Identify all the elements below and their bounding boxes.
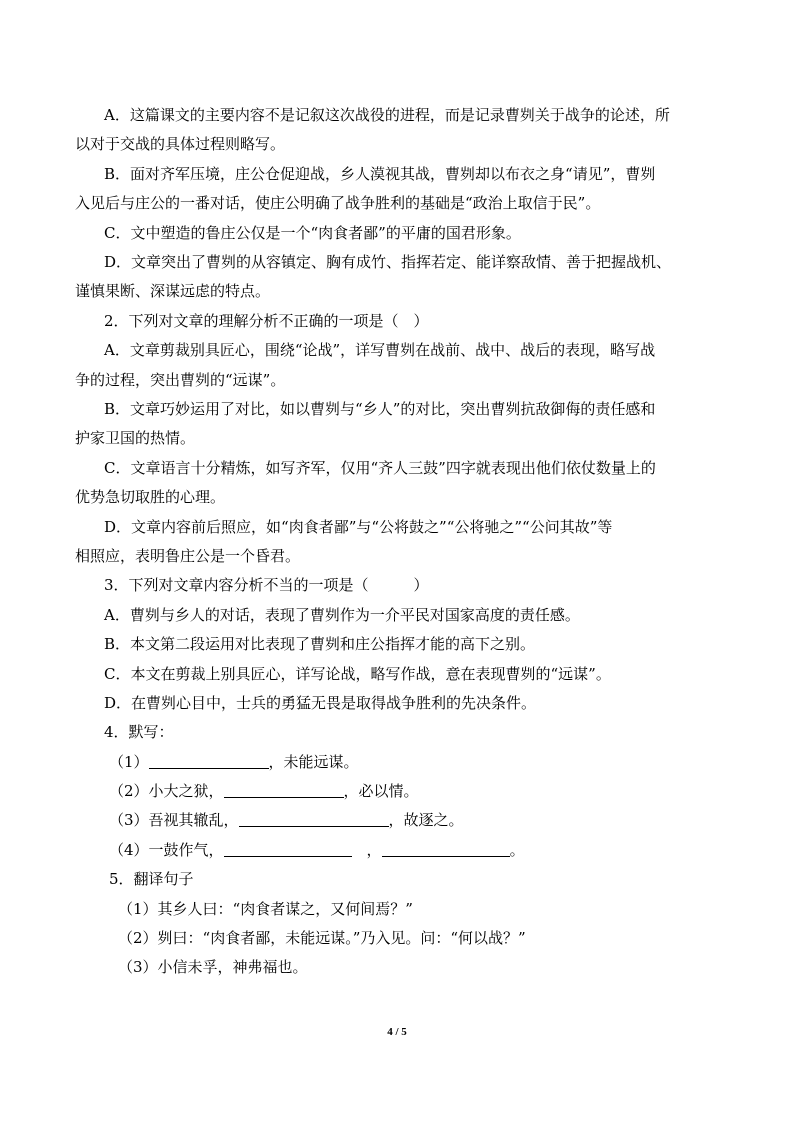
fill-blank[interactable] [382, 840, 510, 857]
question-4: 4．默写： [104, 723, 174, 741]
question-2: 2．下列对文章的理解分析不正确的一项是（ ） [104, 312, 429, 330]
question-5: 5．翻译句子 [109, 870, 194, 888]
option-b-line-1: B．面对齐军压境，庄公仓促迎战，乡人漠视其战，曹刿却以布衣之身“请见”，曹刿 [104, 165, 656, 183]
option-c-line: C．文中塑造的鲁庄公仅是一个“肉食者鄙”的平庸的国君形象。 [104, 224, 521, 242]
dictation-suffix: ，故逐之。 [388, 811, 464, 829]
q3-option-a: A．曹刿与乡人的对话，表现了曹刿作为一介平民对国家高度的责任感。 [104, 606, 580, 624]
fill-blank[interactable] [224, 781, 344, 798]
q2-option-d-line-2: 相照应，表明鲁庄公是一个昏君。 [75, 547, 301, 565]
dictation-suffix: ，未能远谋。 [268, 753, 359, 771]
page-number: 4 / 5 [387, 1026, 407, 1038]
option-a-line-2: 以对于交战的具体过程则略写。 [75, 135, 286, 153]
dictation-item-1 [109, 748, 359, 777]
question-3: 3．下列对文章内容分析不当的一项是（ ） [104, 576, 429, 594]
translate-item-3: （3）小信未孚，神弗福也。 [118, 958, 308, 976]
option-b-line-2: 入见后与庄公的一番对话，使庄公明确了战争胜利的基础是“政治上取信于民”。 [75, 194, 601, 212]
fill-blank[interactable] [239, 810, 389, 827]
translate-item-2: （2）刿曰：“肉食者鄙，未能远谋。”乃入见。问：“何以战？” [118, 929, 526, 947]
option-d-line-2: 谨慎果断、深谋远虑的特点。 [75, 282, 271, 300]
q2-option-b-line-1: B．文章巧妙运用了对比，如以曹刿与“乡人”的对比，突出曹刿抗敌御侮的责任感和 [104, 400, 656, 418]
dictation-item-4 [109, 836, 525, 865]
q3-option-d: D．在曹刿心目中，士兵的勇猛无畏是取得战争胜利的先决条件。 [104, 694, 537, 712]
q2-option-a-line-2: 争的过程，突出曹刿的“远谋”。 [75, 371, 286, 389]
dictation-item-3 [109, 806, 464, 835]
dictation-prefix: （3）吾视其辙乱， [109, 811, 239, 829]
q2-option-c-line-1: C．文章语言十分精炼，如写齐军，仅用“齐人三鼓”四字就表现出他们依仗数量上的 [104, 459, 656, 477]
q2-option-b-line-2: 护家卫国的热情。 [75, 429, 196, 447]
dictation-item-2 [109, 777, 419, 806]
q3-option-c: C．本文在剪裁上别具匠心，详写论战，略写作战，意在表现曹刿的“远谋”。 [104, 665, 611, 683]
q3-option-b: B．本文第二段运用对比表现了曹刿和庄公指挥才能的高下之别。 [104, 635, 536, 653]
fill-blank[interactable] [149, 752, 269, 769]
dictation-suffix: ，必以情。 [343, 782, 419, 800]
dictation-middle: ， [351, 841, 382, 859]
dictation-prefix: （1） [109, 753, 149, 771]
dictation-prefix: （2）小大之狱， [109, 782, 224, 800]
dictation-prefix: （4）一鼓作气， [109, 841, 224, 859]
translate-item-1: （1）其乡人曰：“肉食者谋之，又何间焉？” [118, 900, 413, 918]
q2-option-a-line-1: A．文章剪裁别具匠心，围绕“论战”，详写曹刿在战前、战中、战后的表现，略写战 [104, 341, 656, 359]
q2-option-d-line-1: D．文章内容前后照应，如“肉食者鄙”与“公将鼓之”“公将驰之”“公问其故”等 [104, 518, 613, 536]
option-d-line-1: D．文章突出了曹刿的从容镇定、胸有成竹、指挥若定、能详察敌情、善于把握战机、 [104, 253, 672, 271]
option-a-line-1: A．这篇课文的主要内容不是记叙这次战役的进程，而是记录曹刿关于战争的论述，所 [104, 106, 670, 124]
q2-option-c-line-2: 优势急切取胜的心理。 [75, 488, 226, 506]
fill-blank[interactable] [224, 840, 352, 857]
dictation-suffix: 。 [509, 841, 525, 859]
